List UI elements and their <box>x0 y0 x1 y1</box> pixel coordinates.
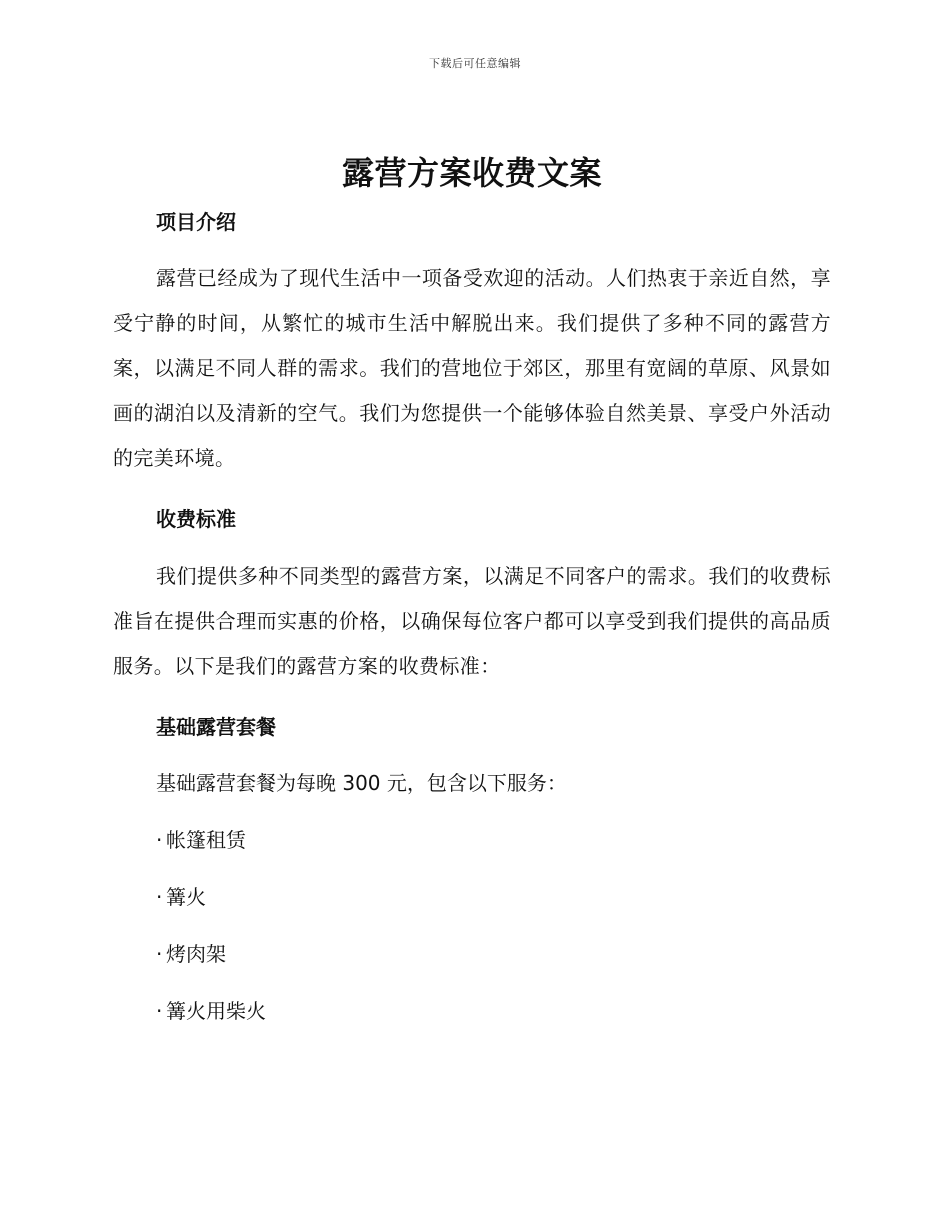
section-heading-intro: 项目介绍 <box>156 210 236 234</box>
bullet-mark: · <box>156 885 163 909</box>
pricing-paragraph: 我们提供多种不同类型的露营方案，以满足不同客户的需求。我们的收费标准旨在提供合理而实惠的价格，以确保每位客户都可以享受到我们提供的高品质服务。以下是我们的露营方案的收费标准： <box>113 564 831 678</box>
list-item <box>113 820 831 860</box>
list-item <box>113 991 831 1031</box>
basic-package-list <box>113 820 831 1031</box>
basic-package-paragraph: 基础露营套餐为每晚 300 元，包含以下服务： <box>156 771 567 795</box>
bullet-mark: · <box>156 999 163 1023</box>
list-item <box>113 934 831 974</box>
list-item-text: 篝火 <box>166 885 206 909</box>
bullet-mark: · <box>156 828 163 852</box>
header-note: 下载后可任意编辑 <box>429 57 521 70</box>
list-item-text: 烤肉架 <box>166 942 226 966</box>
bullet-mark: · <box>156 942 163 966</box>
list-item-text: 帐篷租赁 <box>166 828 246 852</box>
document-title: 露营方案收费文案 <box>341 154 602 192</box>
intro-paragraph: 露营已经成为了现代生活中一项备受欢迎的活动。人们热衷于亲近自然，享受宁静的时间，从繁忙的城市生活中解脱出来。我们提供了多种不同的露营方案，以满足不同人群的需求。我们的营地位于郊区，那里有宽阔的草原、风景如画的湖泊以及清新的空气。我们为您提供一个能够体验自然美景、享受户外活动的完美环境。 <box>113 266 831 470</box>
list-item-text: 篝火用柴火 <box>166 999 266 1023</box>
document-content <box>113 148 831 1031</box>
section-heading-basic-package: 基础露营套餐 <box>156 715 276 739</box>
section-heading-pricing: 收费标准 <box>156 507 236 531</box>
list-item <box>113 877 831 917</box>
